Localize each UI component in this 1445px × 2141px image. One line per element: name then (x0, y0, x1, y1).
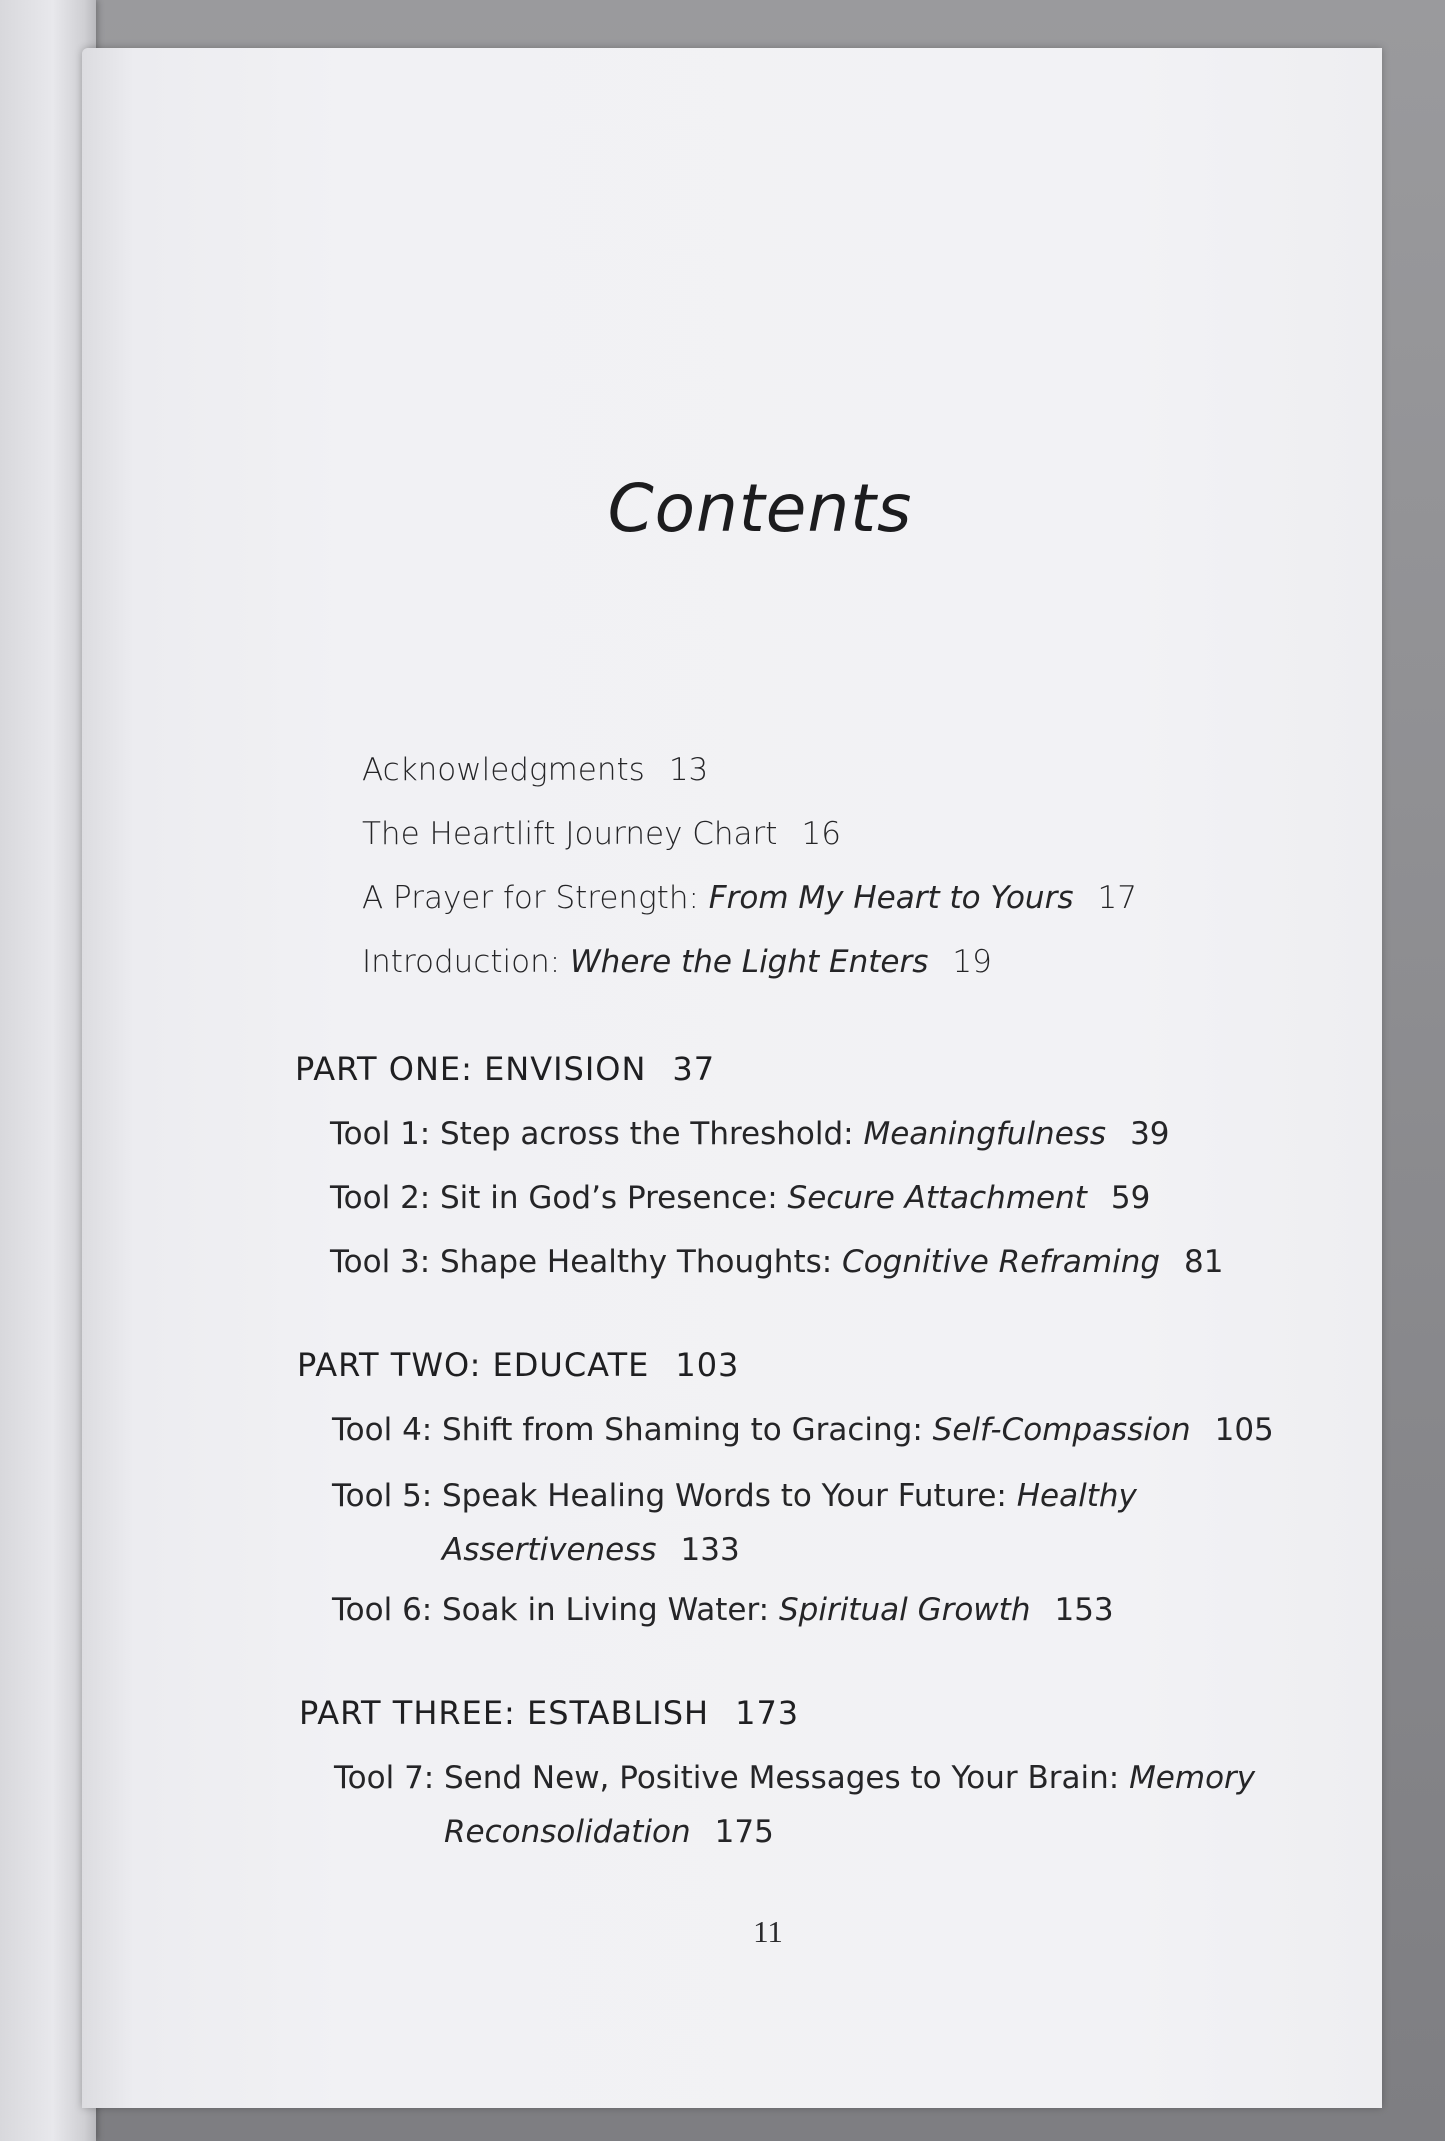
entry-page: 17 (1097, 880, 1137, 916)
tool-number: Tool 4: (332, 1412, 433, 1448)
toc-tool-3 (330, 1244, 1224, 1280)
tool-number: Tool 2: (330, 1180, 431, 1216)
tool-title: Sit in God’s Presence: (440, 1180, 788, 1216)
tool-subtitle: Memory (1129, 1760, 1256, 1796)
part-label: PART ONE: ENVISION (295, 1050, 647, 1088)
tool-subtitle-continued: Assertiveness (442, 1532, 657, 1568)
tool-subtitle-continued: Reconsolidation (444, 1814, 691, 1850)
tool-subtitle: Spiritual Growth (778, 1592, 1031, 1628)
tool-page: 39 (1130, 1116, 1170, 1152)
tool-title: Soak in Living Water: (442, 1592, 779, 1628)
tool-number: Tool 6: (332, 1592, 433, 1628)
toc-tool-5-continued (442, 1532, 740, 1568)
tool-page: 153 (1054, 1592, 1114, 1628)
tool-title: Speak Healing Words to Your Future: (442, 1478, 1017, 1514)
tool-page: 175 (714, 1814, 774, 1850)
toc-tool-4 (332, 1412, 1274, 1448)
entry-subtitle: Where the Light Enters (570, 944, 929, 980)
part-label: PART TWO: EDUCATE (297, 1346, 650, 1384)
tool-title: Send New, Positive Messages to Your Brain: (444, 1760, 1130, 1796)
toc-tool-1 (330, 1116, 1170, 1152)
tool-number: Tool 1: (330, 1116, 431, 1152)
entry-title: The Heartlift Journey Chart (362, 816, 778, 852)
tool-title: Shift from Shaming to Gracing: (442, 1412, 933, 1448)
toc-tool-5 (332, 1478, 1137, 1514)
tool-number: Tool 3: (330, 1244, 431, 1280)
tool-page: 105 (1214, 1412, 1274, 1448)
entry-page: 16 (801, 816, 841, 852)
toc-tool-6 (332, 1592, 1114, 1628)
part-heading-one (295, 1050, 715, 1088)
toc-tool-2 (330, 1180, 1150, 1216)
part-heading-three (299, 1694, 799, 1732)
part-heading-two (297, 1346, 739, 1384)
tool-page: 133 (680, 1532, 740, 1568)
part-page: 173 (735, 1694, 800, 1732)
entry-page: 19 (952, 944, 992, 980)
entry-subtitle: From My Heart to Yours (708, 880, 1074, 916)
tool-page: 59 (1110, 1180, 1151, 1216)
page-number: 11 (753, 1914, 783, 1949)
tool-number: Tool 7: (334, 1760, 435, 1796)
entry-title: Introduction: (362, 944, 571, 980)
tool-title: Shape Healthy Thoughts: (440, 1244, 843, 1280)
tool-subtitle: Self-Compassion (932, 1412, 1191, 1448)
tool-page: 81 (1184, 1244, 1224, 1280)
toc-entry-acknowledgments (362, 752, 708, 788)
toc-tool-7 (334, 1760, 1255, 1796)
part-page: 37 (672, 1050, 716, 1088)
entry-page: 13 (668, 752, 709, 788)
toc-entry-introduction (362, 944, 992, 980)
tool-subtitle: Meaningfulness (863, 1116, 1107, 1152)
entry-title: Acknowledgments (362, 752, 645, 788)
part-page: 103 (675, 1346, 740, 1384)
tool-subtitle: Cognitive Reframing (842, 1244, 1161, 1280)
toc-tool-7-continued (444, 1814, 774, 1850)
part-label: PART THREE: ESTABLISH (299, 1694, 710, 1732)
toc-entry-journey-chart (362, 816, 841, 852)
tool-subtitle: Healthy (1016, 1478, 1137, 1514)
page-title: Contents (607, 470, 913, 547)
tool-title: Step across the Threshold: (440, 1116, 864, 1152)
toc-entry-prayer (362, 880, 1137, 916)
tool-subtitle: Secure Attachment (787, 1180, 1087, 1216)
tool-number: Tool 5: (332, 1478, 433, 1514)
entry-title: A Prayer for Strength: (362, 880, 709, 916)
